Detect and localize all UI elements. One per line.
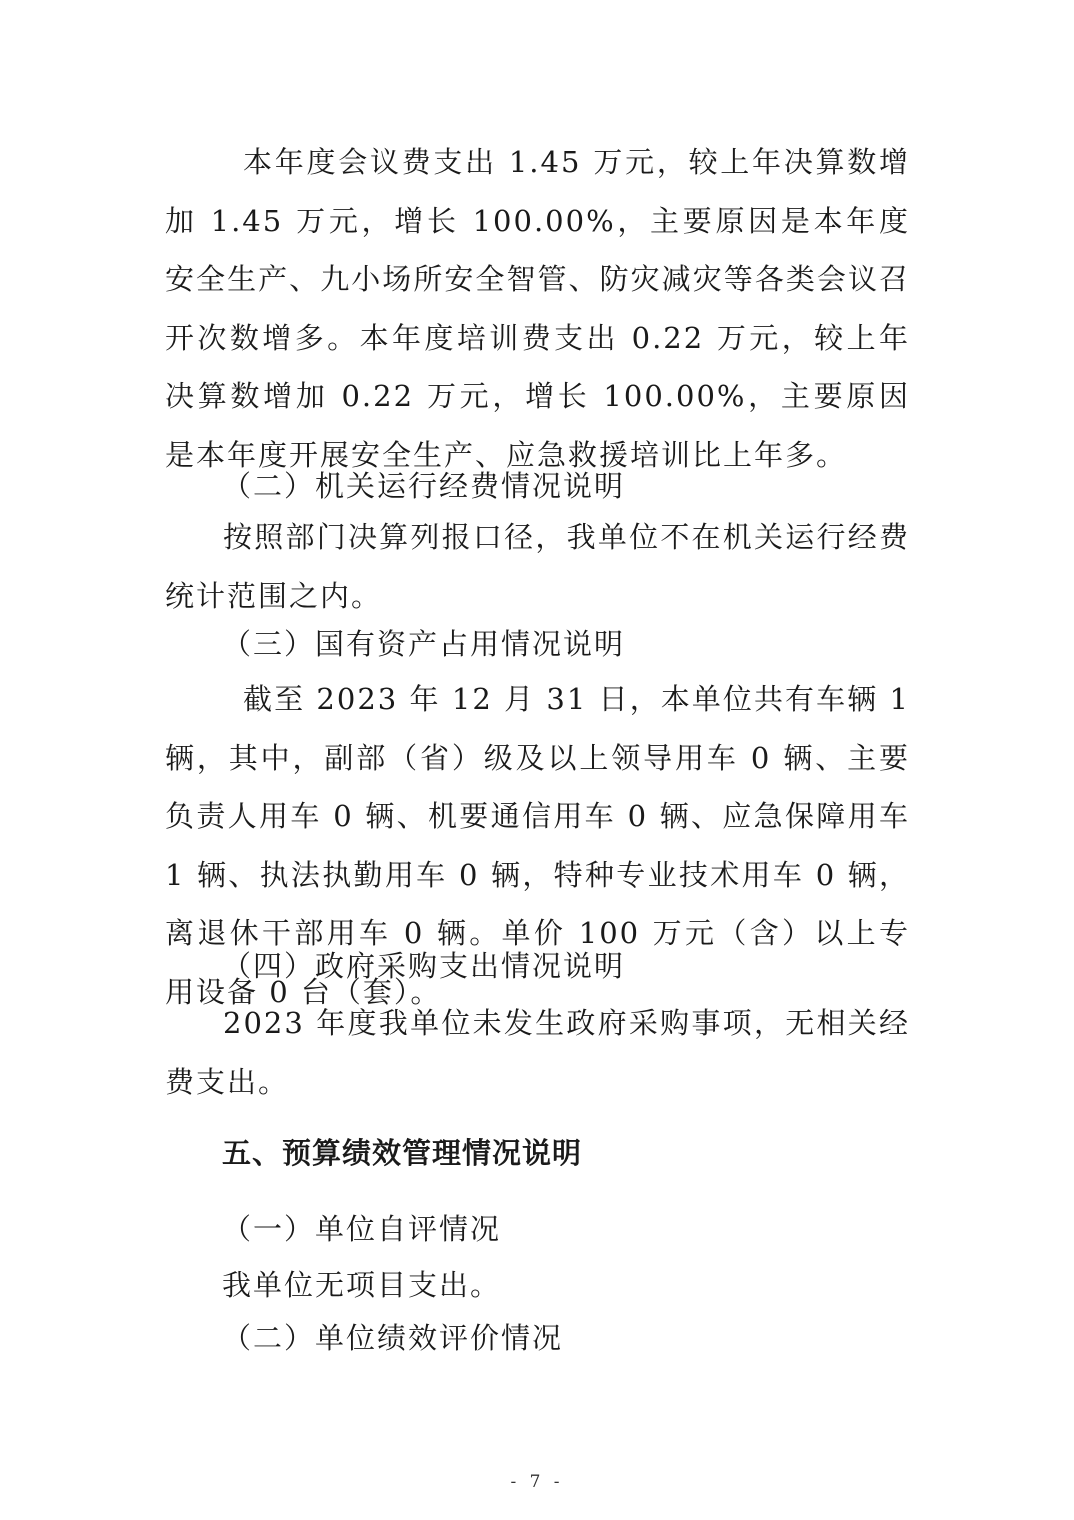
paragraph-self-evaluation: 我单位无项目支出。 [222, 1268, 502, 1302]
heading-government-procurement: （四）政府采购支出情况说明 [222, 949, 626, 983]
heading-self-evaluation: （一）单位自评情况 [222, 1212, 502, 1246]
paragraph-meeting-training-fees: 本年度会议费支出 1.45 万元，较上年决算数增加 1.45 万元，增长 100.00%，主要原因是本年度安全生产、九小场所安全智管、防灾减灾等各类会议召开次数增多。本年度培训费支出 0.22 万元，较上年决算数增加 0.22 万元，增长 100.00%，主要原因是本年度开展安全生产、应急救援培训比上年多。 [165, 145, 910, 472]
heading-state-assets: （三）国有资产占用情况说明 [222, 627, 626, 661]
paragraph-government-procurement: 2023 年度我单位未发生政府采购事项，无相关经费支出。 [165, 1006, 910, 1099]
heading-office-operating-expenses: （二）机关运行经费情况说明 [222, 469, 626, 503]
paragraph-state-assets: 截至 2023 年 12 月 31 日，本单位共有车辆 1 辆，其中，副部（省）级及以上领导用车 0 辆、主要负责人用车 0 辆、机要通信用车 0 辆、应急保障用车 1 辆、执法执勤用车 0 辆，特种专业技术用车 0 辆，离退休干部用车 0 辆。单价 100 万元（含）以上专用设备 0 台（套）。 [165, 682, 910, 1009]
heading-performance-evaluation: （二）单位绩效评价情况 [222, 1321, 564, 1355]
page-number: - 7 - [510, 1472, 564, 1492]
section-heading-budget-performance: 五、预算绩效管理情况说明 [222, 1136, 583, 1170]
paragraph-office-operating-expenses: 按照部门决算列报口径，我单位不在机关运行经费统计范围之内。 [165, 520, 910, 613]
